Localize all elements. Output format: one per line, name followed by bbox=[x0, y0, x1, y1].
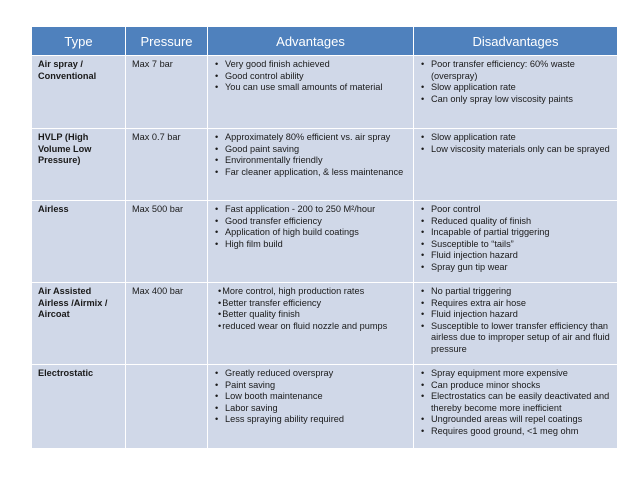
table-row bbox=[32, 365, 618, 449]
bullet-icon: • bbox=[421, 391, 425, 402]
list-item: • Fluid injection hazard bbox=[421, 309, 518, 320]
bullet-icon: • bbox=[421, 227, 425, 238]
list-item: • Less spraying ability required bbox=[215, 414, 344, 425]
bullet-icon: • bbox=[421, 297, 425, 308]
bullet-icon: • bbox=[421, 204, 425, 214]
bullet-icon: • bbox=[421, 132, 425, 142]
bullet-icon: • bbox=[215, 82, 219, 93]
advantages-cell bbox=[208, 129, 414, 201]
list-item: • Can only spray low viscosity paints bbox=[421, 93, 573, 104]
list-item: • Susceptible to “tails” bbox=[421, 238, 514, 249]
list-item: • Requires extra air hose bbox=[421, 297, 526, 308]
bullet-icon: • bbox=[215, 70, 219, 81]
list-item: • Far cleaner application, & less maintenance bbox=[215, 166, 404, 177]
type-cell: Air Assisted Airless /Airmix / Aircoat bbox=[32, 283, 126, 365]
list-item: • Slow application rate bbox=[421, 82, 516, 93]
pressure-cell: Max 7 bar bbox=[126, 56, 208, 129]
bullet-icon: • bbox=[218, 309, 222, 320]
bullet-icon: • bbox=[421, 309, 425, 320]
bullet-icon: • bbox=[218, 286, 222, 296]
bullet-icon: • bbox=[421, 379, 425, 390]
list-item: • Good paint saving bbox=[215, 143, 300, 154]
disadvantages-cell bbox=[414, 283, 618, 365]
bullet-icon: • bbox=[215, 238, 219, 249]
disadvantages-cell bbox=[414, 129, 618, 201]
bullet-icon: • bbox=[421, 82, 425, 93]
table-row bbox=[32, 56, 618, 129]
table-row bbox=[32, 283, 618, 365]
pressure-cell bbox=[126, 365, 208, 449]
list-item: • Paint saving bbox=[215, 379, 276, 390]
bullet-icon: • bbox=[215, 132, 219, 142]
advantages-list bbox=[214, 286, 408, 332]
list-item: • Application of high build coatings bbox=[215, 227, 359, 238]
disadvantages-list bbox=[420, 132, 612, 155]
list-item: • Approximately 80% efficient vs. air spray bbox=[215, 132, 391, 142]
bullet-icon: • bbox=[215, 402, 219, 413]
advantages-cell bbox=[208, 365, 414, 449]
disadvantages-cell bbox=[414, 56, 618, 129]
bullet-icon: • bbox=[215, 166, 219, 177]
list-item: • Labor saving bbox=[215, 402, 278, 413]
advantages-list bbox=[214, 204, 408, 250]
header-advantages: Advantages bbox=[208, 27, 414, 56]
bullet-icon: • bbox=[421, 143, 425, 154]
disadvantages-cell bbox=[414, 201, 618, 283]
list-item: •Better transfer efficiency bbox=[218, 297, 322, 308]
list-item: • Ungrounded areas will repel coatings bbox=[421, 414, 583, 425]
list-item: •More control, high production rates bbox=[218, 286, 365, 296]
list-item: • Requires good ground, <1 meg ohm bbox=[421, 425, 579, 436]
header-pressure: Pressure bbox=[126, 27, 208, 56]
disadvantages-list bbox=[420, 286, 612, 356]
disadvantages-list bbox=[420, 204, 612, 274]
table-row bbox=[32, 201, 618, 283]
disadvantages-cell bbox=[414, 365, 618, 449]
pressure-cell: Max 500 bar bbox=[126, 201, 208, 283]
list-item: • Low booth maintenance bbox=[215, 391, 323, 402]
advantages-cell bbox=[208, 283, 414, 365]
bullet-icon: • bbox=[215, 155, 219, 166]
advantages-cell bbox=[208, 201, 414, 283]
list-item: • Very good finish achieved bbox=[215, 59, 330, 69]
list-item: •reduced wear on fluid nozzle and pumps bbox=[218, 320, 388, 331]
bullet-icon: • bbox=[215, 59, 219, 69]
list-item: • Environmentally friendly bbox=[215, 155, 323, 166]
list-item: •Better quality finish bbox=[218, 309, 300, 320]
list-item: • You can use small amounts of material bbox=[215, 82, 383, 93]
bullet-icon: • bbox=[421, 425, 425, 436]
bullet-icon: • bbox=[421, 238, 425, 249]
pressure-cell: Max 400 bar bbox=[126, 283, 208, 365]
disadvantages-list bbox=[420, 368, 612, 438]
list-item: • No partial triggering bbox=[421, 286, 512, 296]
bullet-icon: • bbox=[421, 250, 425, 261]
list-item: • Susceptible to lower transfer efficiency than airless due to improper setup of air and fluid pressure bbox=[421, 320, 610, 354]
bullet-icon: • bbox=[421, 286, 425, 296]
bullet-icon: • bbox=[215, 368, 219, 378]
bullet-icon: • bbox=[215, 414, 219, 425]
advantages-list bbox=[214, 59, 408, 94]
list-item: • Incapable of partial triggering bbox=[421, 227, 550, 238]
bullet-icon: • bbox=[215, 204, 219, 214]
advantages-list bbox=[214, 368, 408, 426]
spray-methods-table bbox=[31, 26, 618, 449]
bullet-icon: • bbox=[215, 215, 219, 226]
list-item: • Greatly reduced overspray bbox=[215, 368, 334, 378]
bullet-icon: • bbox=[421, 414, 425, 425]
list-item: • High film build bbox=[215, 238, 283, 249]
bullet-icon: • bbox=[421, 368, 425, 378]
list-item: • Good control ability bbox=[215, 70, 304, 81]
bullet-icon: • bbox=[421, 320, 425, 331]
list-item: • Low viscosity materials only can be sprayed bbox=[421, 143, 610, 154]
type-cell: Airless bbox=[32, 201, 126, 283]
list-item: • Spray gun tip wear bbox=[421, 261, 508, 272]
bullet-icon: • bbox=[218, 297, 222, 308]
advantages-cell bbox=[208, 56, 414, 129]
type-cell: Air spray / Conventional bbox=[32, 56, 126, 129]
list-item: • Electrostatics can be easily deactivated and thereby become more inefficient bbox=[421, 391, 610, 413]
bullet-icon: • bbox=[421, 59, 425, 69]
pressure-cell: Max 0.7 bar bbox=[126, 129, 208, 201]
bullet-icon: • bbox=[421, 215, 425, 226]
list-item: • Poor transfer efficiency: 60% waste (overspray) bbox=[421, 59, 575, 81]
list-item: • Slow application rate bbox=[421, 132, 516, 142]
type-cell: Electrostatic bbox=[32, 365, 126, 449]
list-item: • Poor control bbox=[421, 204, 481, 214]
header-disadvantages: Disadvantages bbox=[414, 27, 618, 56]
bullet-icon: • bbox=[215, 143, 219, 154]
bullet-icon: • bbox=[421, 261, 425, 272]
header-row bbox=[32, 27, 618, 56]
bullet-icon: • bbox=[421, 93, 425, 104]
bullet-icon: • bbox=[218, 320, 222, 331]
list-item: • Good transfer efficiency bbox=[215, 215, 322, 226]
header-type: Type bbox=[32, 27, 126, 56]
type-cell: HVLP (High Volume Low Pressure) bbox=[32, 129, 126, 201]
list-item: • Reduced quality of finish bbox=[421, 215, 532, 226]
list-item: • Fast application - 200 to 250 M²/hour bbox=[215, 204, 376, 214]
list-item: • Spray equipment more expensive bbox=[421, 368, 568, 378]
advantages-list bbox=[214, 132, 408, 178]
disadvantages-list bbox=[420, 59, 612, 105]
bullet-icon: • bbox=[215, 391, 219, 402]
list-item: • Fluid injection hazard bbox=[421, 250, 518, 261]
table-row bbox=[32, 129, 618, 201]
list-item: • Can produce minor shocks bbox=[421, 379, 541, 390]
bullet-icon: • bbox=[215, 379, 219, 390]
bullet-icon: • bbox=[215, 227, 219, 238]
